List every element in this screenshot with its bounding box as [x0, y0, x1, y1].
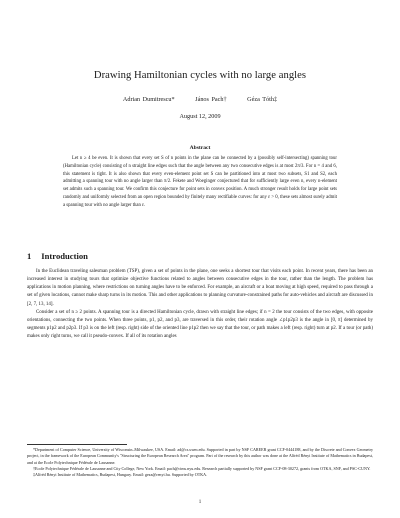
abstract-text: Let n ≥ 4 be even. It is shown that every set S of n points in the plane can be connected by a (possibly self-intersecting) spanning tour (Hamiltonian cycle) consisting of n straight line edges such that the angle between any two consecutive edges is at most 2π/3. For n = 4 and 6, this statement is tight. It is also shown that every even-element point set S can be partitioned into at most two subsets, S1 and S2, each admitting a spanning tour with no angle larger than π/2. Fekete and Woeginger conjectured that for sufficiently large even n, every n-element set admits such a spanning tour. We confirm this conjecture for point sets in convex position. A much stronger result holds for large point sets randomly and uniformly selected from an open region bounded by finitely many rectifiable curves: for any ε > 0, these sets almost surely admit a spanning tour with no angle larger than ε. — [63, 156, 337, 208]
footnotes — [27, 447, 373, 479]
footnote: ‡Alfréd Rényi Institute of Mathematics, Budapest, Hungary. Email: geza@renyi.hu. Supported by OTKA. — [33, 472, 208, 478]
author-name: Adrian Dumitrescu* — [122, 96, 175, 103]
section-title: Introduction — [41, 251, 88, 261]
paper-title: Drawing Hamiltonian cycles with no large angles — [93, 70, 307, 81]
section-heading — [27, 251, 88, 261]
body-paragraph: In the Euclidean traveling salesman problem (TSP), given a set of points in the plane, one seeks a shortest tour that visits each point. In recent years, there has been an increased interest in studying tours that optimize objective functions related to angles between consecutive edges in the tour, rather than the length. The problem has applications in motion planning, where restrictions on turning angles have to be enforced. For example, an aircraft or a boat moving at high speed, required to pass through a set of given locations, cannot make sharp turns in its motion. This and other applications to planning curvature-constrained paths for auto-vehicles and aircraft are discussed in [2, 7, 13, 14]. — [27, 269, 373, 307]
section-number: 1 — [27, 251, 32, 261]
footnote: *Department of Computer Science, University of Wisconsin–Milwaukee, USA. Email: ad@cs.uwm.edu. Supported in part by NSF CAREER grant CCF-0444188, and by the Discrete and Convex Geometry project, in the framework of the European Community's "Structuring the European Research Area" program. Part of the research by this author was done at the Alfréd Rényi Institute of Mathematics in Budapest, and at the Ecole Polytechnique Fédérale de Lausanne. — [27, 447, 373, 465]
footnote-rule — [27, 444, 127, 445]
author-name: János Pach† — [195, 96, 227, 103]
author-name: Géza Tóth‡ — [247, 96, 278, 103]
paper-date: August 12, 2009 — [179, 113, 221, 120]
footnote: †Ecole Polytechnique Fédérale de Lausanne and City College, New York. Email: pach@cims.nyu.edu. Research partially supported by NSF grant CCF-08-30272, grants from OTKA, SNF, and PSC-CUNY. — [33, 466, 371, 472]
body-paragraph: Consider a set of n ≥ 2 points. A spanning tour is a directed Hamiltonian cycle, drawn with straight line edges; if n = 2 the tour consists of the two edges, with opposite orientations, connecting the two points. When three points, p1, p2, and p3, are traversed in this order, their rotation angle ∠p1p2p3 is the angle in [0, π] determined by segments p1p2 and p2p3. If p3 is on the left (resp. right) side of the oriented line p1p2 then we say that the tour, or path makes a left (resp. right) turn at p2. If a tour (or path) makes only right turns, we call it pseudo-convex. If all of its rotation angles — [27, 309, 373, 340]
abstract-heading: Abstract — [189, 145, 211, 151]
section-body — [27, 268, 373, 341]
author-list — [0, 96, 400, 103]
page-number: 1 — [198, 500, 202, 505]
